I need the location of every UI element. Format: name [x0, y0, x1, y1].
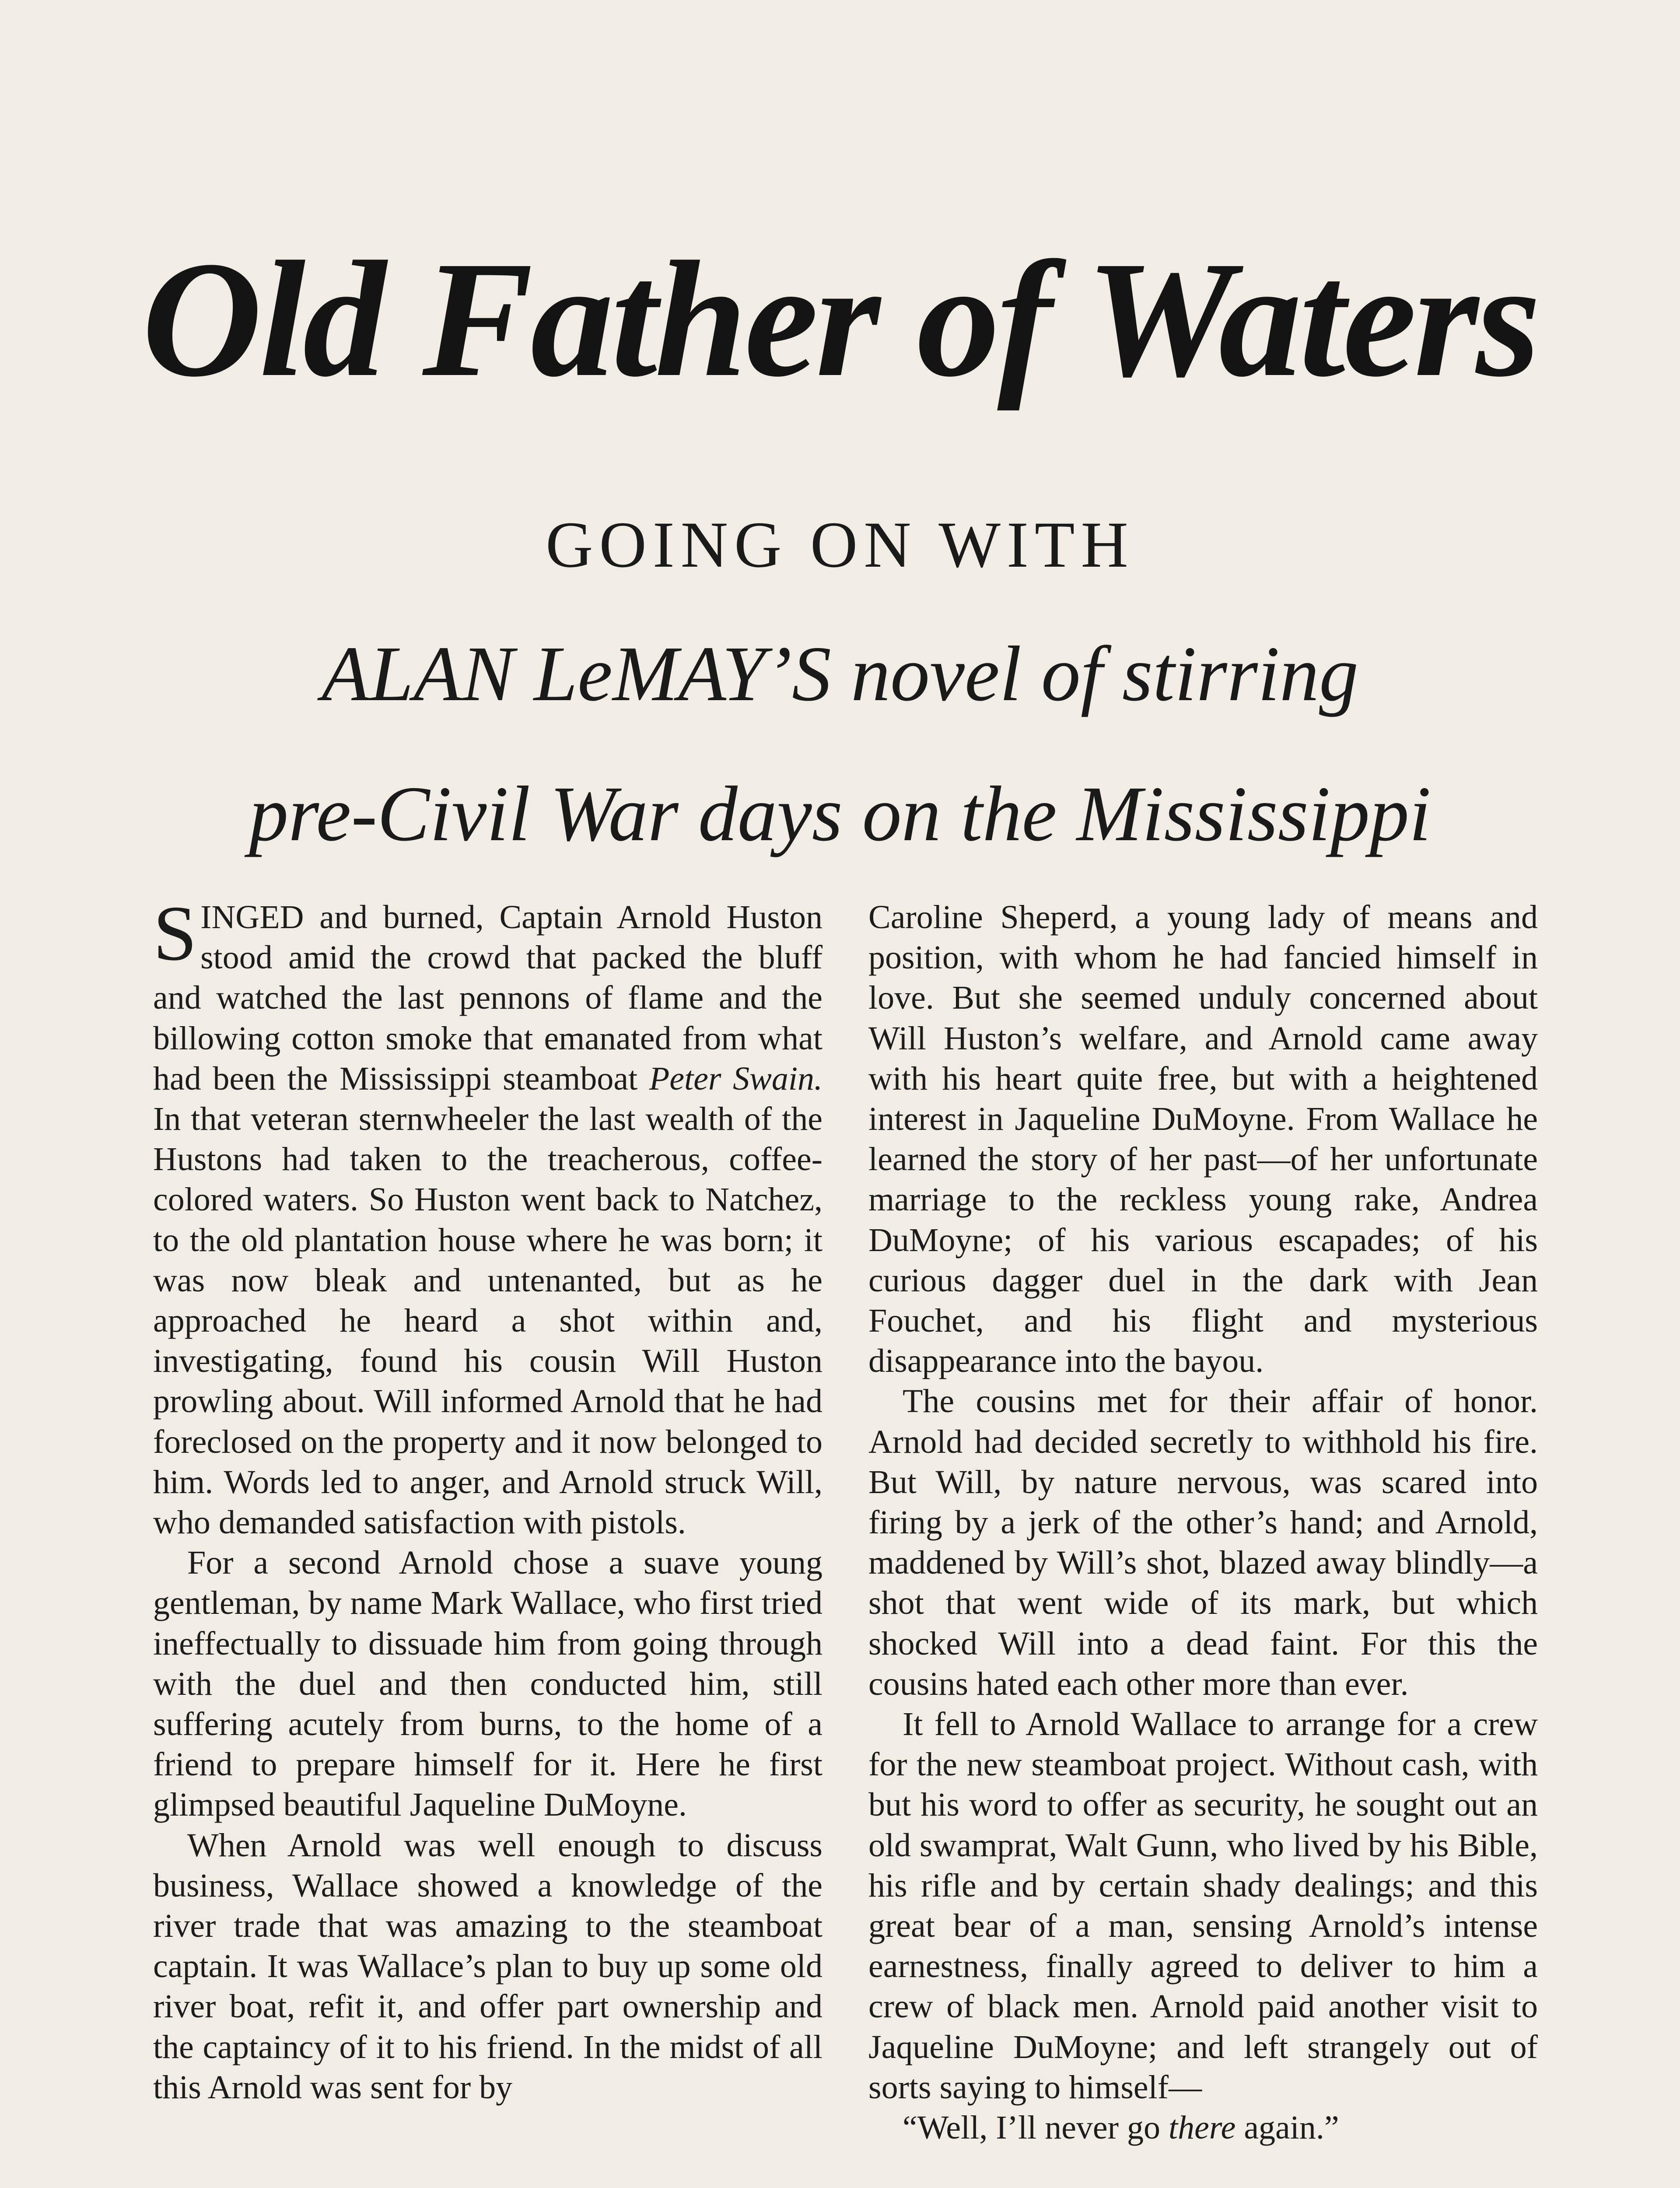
- story-title: Old Father of Waters: [142, 227, 1538, 411]
- kicker-line: GOING ON WITH: [546, 508, 1134, 581]
- text-column-right: [868, 897, 1538, 2188]
- paragraph: When Arnold was well enough to discuss business, Wallace showed a knowledge of the river trade that was amazing to the steamboat captain. It was Wallace’s plan to buy up some old river boat, refit it, and offer part ownership and the captaincy of it to his friend. In the midst of all this Arnold was sent for by: [153, 1827, 822, 2106]
- paragraph-text: In that veteran sternwheeler the last wealth of the Hustons had taken to the treacherous, coffee-colored waters. So Huston went back to Natchez, to the old plantation house where he was born; it was now bleak and untenanted, but as he approached he heard a shot within and, investigating, found his cousin Will Huston prowling about. Will informed Arnold that he had foreclosed on the property and it now belonged to him. Words led to anger, and Arnold struck Will, who demanded satisfaction with pistols.: [153, 1101, 822, 1541]
- quote-text: “Well, I’ll never go: [903, 2109, 1169, 2146]
- quote-emphasis: there: [1168, 2109, 1236, 2146]
- paragraph-text: INGED and burned, Captain Arnold Huston stood amid the crowd that packed the bluff and watched the last pennons of flame and the billowing cotton smoke that emanated from what had been the Mississippi steamboat: [153, 899, 822, 1097]
- paragraph: The cousins met for their affair of honor. Arnold had decided secretly to withhold his fire. But Will, by nature nervous, was scared into firing by a jerk of the other’s hand; and Arnold, maddened by Will’s shot, blazed away blindly—a shot that went wide of its mark, but which shocked Will into a dead faint. For this the cousins hated each other more than ever.: [868, 1383, 1538, 1702]
- deck-line-1: ALAN LeMAY’S novel of stirring: [321, 630, 1359, 717]
- paragraph: For a second Arnold chose a suave young gentleman, by name Mark Wallace, who first tried ineffectually to dissuade him from going through with the duel and then conducted him, still suffering acutely from burns, to the home of a friend to prepare himself for it. Here he first glimpsed beautiful Jaqueline DuMoyne.: [153, 1544, 822, 1823]
- quote-text: again.”: [1236, 2109, 1339, 2146]
- paragraph: It fell to Arnold Wallace to arrange for a crew for the new steamboat project. Without cash, with but his word to offer as security, he sought out an old swamprat, Walt Gunn, who lived by his Bible, his rifle and by certain shady dealings; and this great bear of a man, sensing Arnold’s intense earnestness, finally agreed to deliver to him a crew of black men. Arnold paid another visit to Jaqueline DuMoyne; and left strangely out of sorts saying to himself—: [868, 1706, 1538, 2106]
- deck-line-2: pre-Civil War days on the Mississippi: [249, 770, 1431, 857]
- drop-cap: S: [153, 890, 197, 977]
- paragraph: Caroline Sheperd, a young lady of means and position, with whom he had fancied himself in love. But she seemed unduly concerned about Will Huston’s welfare, and Arnold came away with his heart quite free, but with a heightened interest in Jaqueline DuMoyne. From Wallace he learned the story of her past—of her unfortunate marriage to the reckless young rake, Andrea DuMoyne; of his various escapades; of his curious dagger duel in the dark with Jean Fouchet, and his flight and mysterious disappearance into the bayou.: [868, 899, 1538, 1380]
- paragraph: [153, 890, 822, 1543]
- paragraph: [868, 2107, 1538, 2148]
- ship-name: Peter Swain.: [649, 1060, 822, 1097]
- text-column-left: [153, 890, 822, 2188]
